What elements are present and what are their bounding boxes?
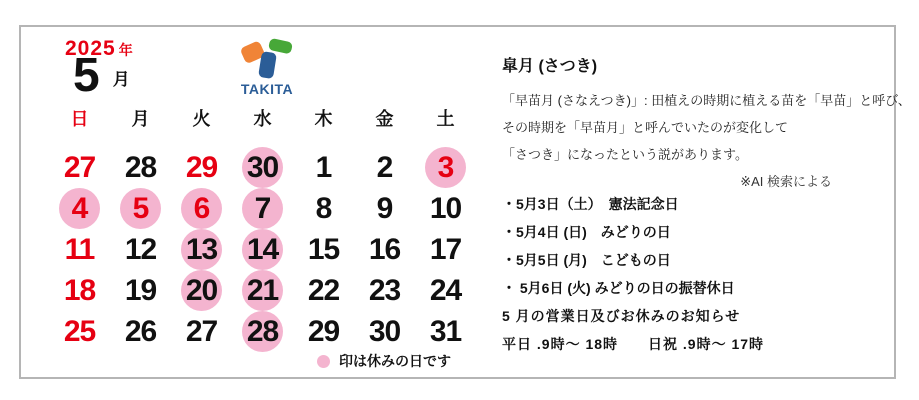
day-cell xyxy=(171,229,232,270)
day-number: 16 xyxy=(368,232,401,266)
holiday-list xyxy=(502,190,735,302)
day-cell xyxy=(415,311,476,352)
business-notice-title: 5 月の営業日及びお休みのお知らせ xyxy=(502,308,741,324)
day-cell xyxy=(232,188,293,229)
day-cell xyxy=(354,147,415,188)
month-description xyxy=(502,87,911,168)
day-number: 18 xyxy=(63,273,96,307)
day-number: 11 xyxy=(64,232,95,266)
day-number: 10 xyxy=(429,191,462,225)
logo-green-leaf xyxy=(268,38,293,54)
day-number: 24 xyxy=(429,273,462,307)
year-number: 2025 xyxy=(65,37,116,60)
year-unit: 年 xyxy=(118,42,134,58)
day-cell xyxy=(110,188,171,229)
day-cell xyxy=(293,270,354,311)
day-number: 28 xyxy=(246,314,279,348)
day-cell xyxy=(354,188,415,229)
day-number: 2 xyxy=(376,150,393,184)
day-number: 17 xyxy=(429,232,462,266)
day-cell xyxy=(354,229,415,270)
day-cell xyxy=(354,270,415,311)
description-line: 「さつき」になったという説があります。 xyxy=(502,147,748,162)
day-number: 29 xyxy=(185,150,218,184)
day-number: 29 xyxy=(307,314,340,348)
day-number: 3 xyxy=(437,150,454,184)
holiday-item: ・5月5日 (月) こどもの日 xyxy=(502,252,671,268)
day-cell xyxy=(171,311,232,352)
day-number: 6 xyxy=(193,191,210,225)
ai-search-note: ※AI 検索による xyxy=(740,174,832,189)
weekday-header: 金 xyxy=(375,109,394,129)
day-cell xyxy=(293,188,354,229)
month-label xyxy=(73,49,130,102)
day-cell xyxy=(110,229,171,270)
weekday-header: 土 xyxy=(436,109,455,129)
calendar-card xyxy=(19,25,911,379)
day-number: 15 xyxy=(307,232,340,266)
day-cell xyxy=(415,147,476,188)
legend-pink-dot-icon xyxy=(317,355,330,368)
day-cell xyxy=(171,270,232,311)
day-cell xyxy=(49,270,110,311)
takita-logo-icon xyxy=(239,38,295,80)
day-cell xyxy=(110,147,171,188)
day-cell xyxy=(171,147,232,188)
day-number: 13 xyxy=(185,232,218,266)
legend-text: 印は休みの日です xyxy=(339,353,451,369)
day-cell xyxy=(49,188,110,229)
holiday-item: ・5月4日 (日) みどりの日 xyxy=(502,224,671,240)
day-cell xyxy=(232,229,293,270)
day-cell xyxy=(232,311,293,352)
day-cell xyxy=(49,311,110,352)
weekday-header: 水 xyxy=(253,109,272,129)
takita-logo xyxy=(238,38,296,97)
day-number: 20 xyxy=(185,273,218,307)
day-number: 30 xyxy=(246,150,279,184)
day-number: 22 xyxy=(307,273,340,307)
day-cell xyxy=(415,188,476,229)
day-number: 5 xyxy=(132,191,149,225)
day-number: 26 xyxy=(124,314,157,348)
day-cell xyxy=(232,147,293,188)
day-number: 31 xyxy=(429,314,462,348)
weekday-header: 木 xyxy=(314,109,333,129)
day-cell xyxy=(415,270,476,311)
logo-text: TAKITA xyxy=(240,81,294,97)
day-number: 27 xyxy=(185,314,218,348)
weekday-header: 日 xyxy=(70,109,89,129)
day-number: 12 xyxy=(124,232,157,266)
day-cell xyxy=(415,229,476,270)
day-number: 7 xyxy=(254,191,271,225)
day-cell xyxy=(293,311,354,352)
day-number: 19 xyxy=(124,273,157,307)
day-number: 21 xyxy=(246,273,279,307)
day-number: 8 xyxy=(315,191,332,225)
holiday-item: ・5月3日（土） 憲法記念日 xyxy=(502,196,679,212)
day-cell xyxy=(110,270,171,311)
month-unit: 月 xyxy=(112,70,130,89)
day-number: 14 xyxy=(246,232,279,266)
business-hours: 平日 .9時～ 18時 日祝 .9時～ 17時 xyxy=(502,336,765,352)
weekday-header: 月 xyxy=(131,109,150,129)
day-number: 30 xyxy=(368,314,401,348)
description-line: その時期を「早苗月」と呼んでいたのが変化して xyxy=(502,120,789,135)
day-number: 23 xyxy=(368,273,401,307)
day-number: 9 xyxy=(376,191,393,225)
month-name-title: 皐月 (さつき) xyxy=(502,58,598,75)
day-cell xyxy=(49,229,110,270)
month-number: 5 xyxy=(73,49,99,102)
weekday-header: 火 xyxy=(192,109,211,129)
date-grid xyxy=(49,147,476,352)
day-cell xyxy=(293,229,354,270)
day-cell xyxy=(293,147,354,188)
day-number: 27 xyxy=(63,150,96,184)
day-cell xyxy=(49,147,110,188)
day-number: 4 xyxy=(71,191,88,225)
day-cell xyxy=(110,311,171,352)
description-line: 「早苗月 (さなえつき)」: 田植えの時期に植える苗を「早苗」と呼び、 xyxy=(502,93,911,108)
holiday-item: ・ 5月6日 (火) みどりの日の振替休日 xyxy=(502,280,735,296)
day-cell xyxy=(171,188,232,229)
day-number: 28 xyxy=(124,150,157,184)
day-cell xyxy=(354,311,415,352)
day-number: 1 xyxy=(315,150,332,184)
day-number: 25 xyxy=(63,314,96,348)
weekday-row xyxy=(49,107,476,129)
holiday-legend xyxy=(317,351,451,371)
day-cell xyxy=(232,270,293,311)
